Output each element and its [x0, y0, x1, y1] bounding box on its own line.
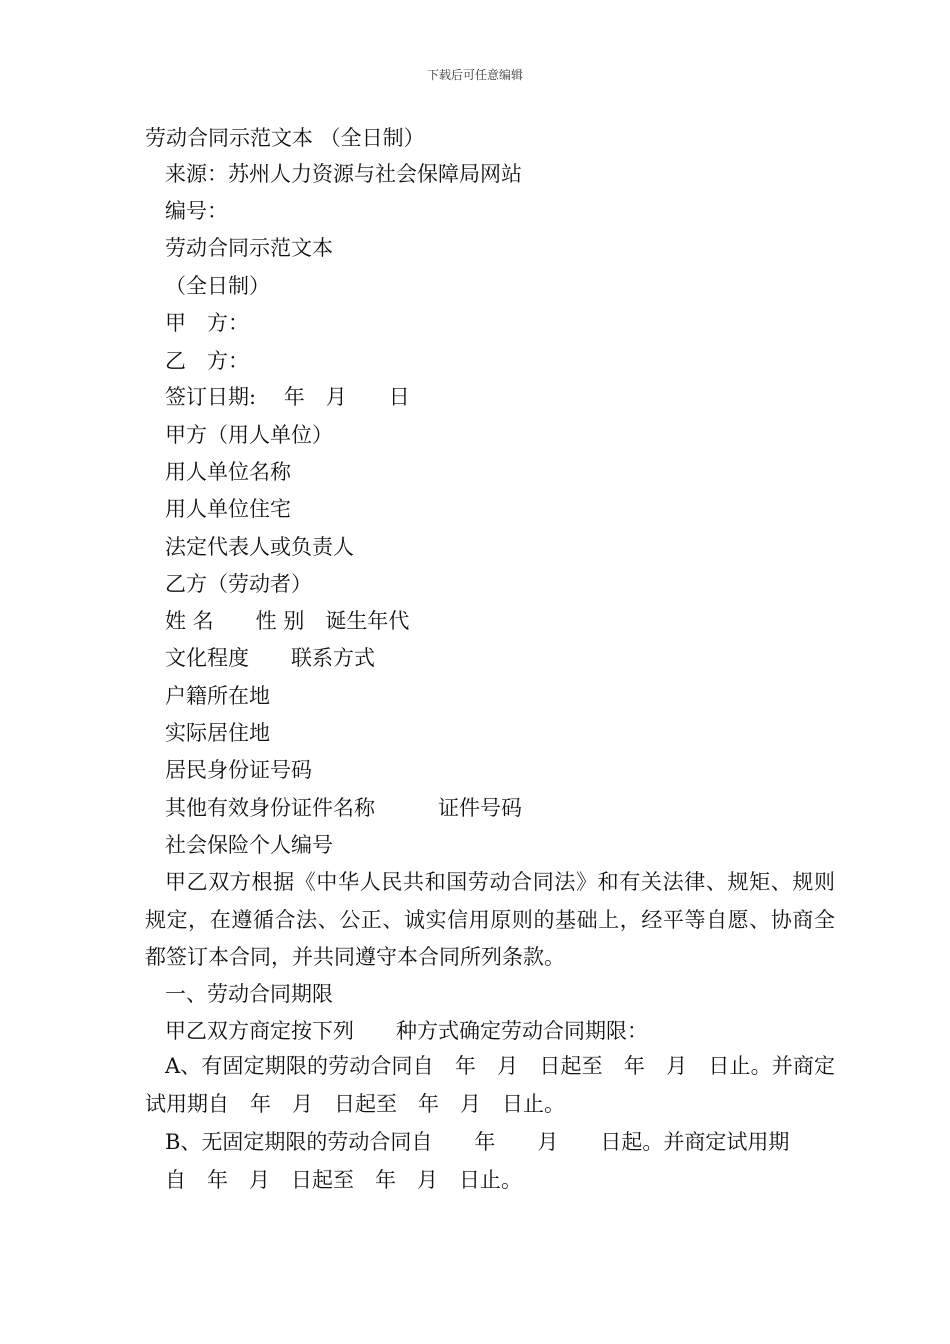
section1-heading: 一、劳动合同期限	[165, 982, 333, 1006]
option-b-line-1: B、无固定期限的劳动合同自 年 月 日起。并商定试用期	[165, 1130, 790, 1154]
option-a-paragraph: A、有固定期限的劳动合同自 年 月 日起至 年 月 日止。并商定试用期自 年 月 日起至 年 月 日止。	[145, 1054, 835, 1116]
fulltime-line: （全日制）	[165, 274, 270, 298]
source-line: 来源：苏州人力资源与社会保障局网站	[165, 162, 522, 186]
name-gender-birth-line: 姓 名 性 别 诞生年代	[165, 609, 410, 633]
party-b-line: 乙 方：	[165, 349, 249, 373]
employer-address-line: 用人单位住宅	[165, 497, 291, 521]
intro-paragraph: 甲乙双方根据《中华人民共和国劳动合同法》和有关法律、规矩、规则规定，在遵循合法、公正、诚实信用原则的基础上，经平等自愿、协商全都签订本合同，并共同遵守本合同所列条款。	[145, 870, 835, 969]
page-header: 下载后可任意编辑	[426, 68, 523, 82]
household-line: 户籍所在地	[165, 684, 270, 708]
worker-heading: 乙方（劳动者）	[165, 572, 312, 596]
subtitle-line: 劳动合同示范文本	[165, 236, 333, 260]
sign-date-line: 签订日期: 年 月 日	[165, 385, 410, 409]
number-line: 编号：	[165, 199, 228, 223]
other-id-line: 其他有效身份证件名称 证件号码	[165, 796, 522, 820]
employer-heading: 甲方（用人单位）	[165, 423, 333, 447]
employer-name-line: 用人单位名称	[165, 460, 291, 484]
document-title: 劳动合同示范文本 （全日制）	[145, 126, 425, 150]
party-a-line: 甲 方：	[165, 311, 249, 335]
residence-line: 实际居住地	[165, 721, 270, 745]
social-insurance-line: 社会保险个人编号	[165, 833, 333, 857]
education-contact-line: 文化程度 联系方式	[165, 646, 375, 670]
id-number-line: 居民身份证号码	[165, 758, 312, 782]
option-b-line-2: 自 年 月 日起至 年 月 日止。	[165, 1168, 522, 1192]
term-choice-line: 甲乙双方商定按下列 种方式确定劳动合同期限：	[165, 1019, 648, 1043]
legal-rep-line: 法定代表人或负责人	[165, 535, 354, 559]
